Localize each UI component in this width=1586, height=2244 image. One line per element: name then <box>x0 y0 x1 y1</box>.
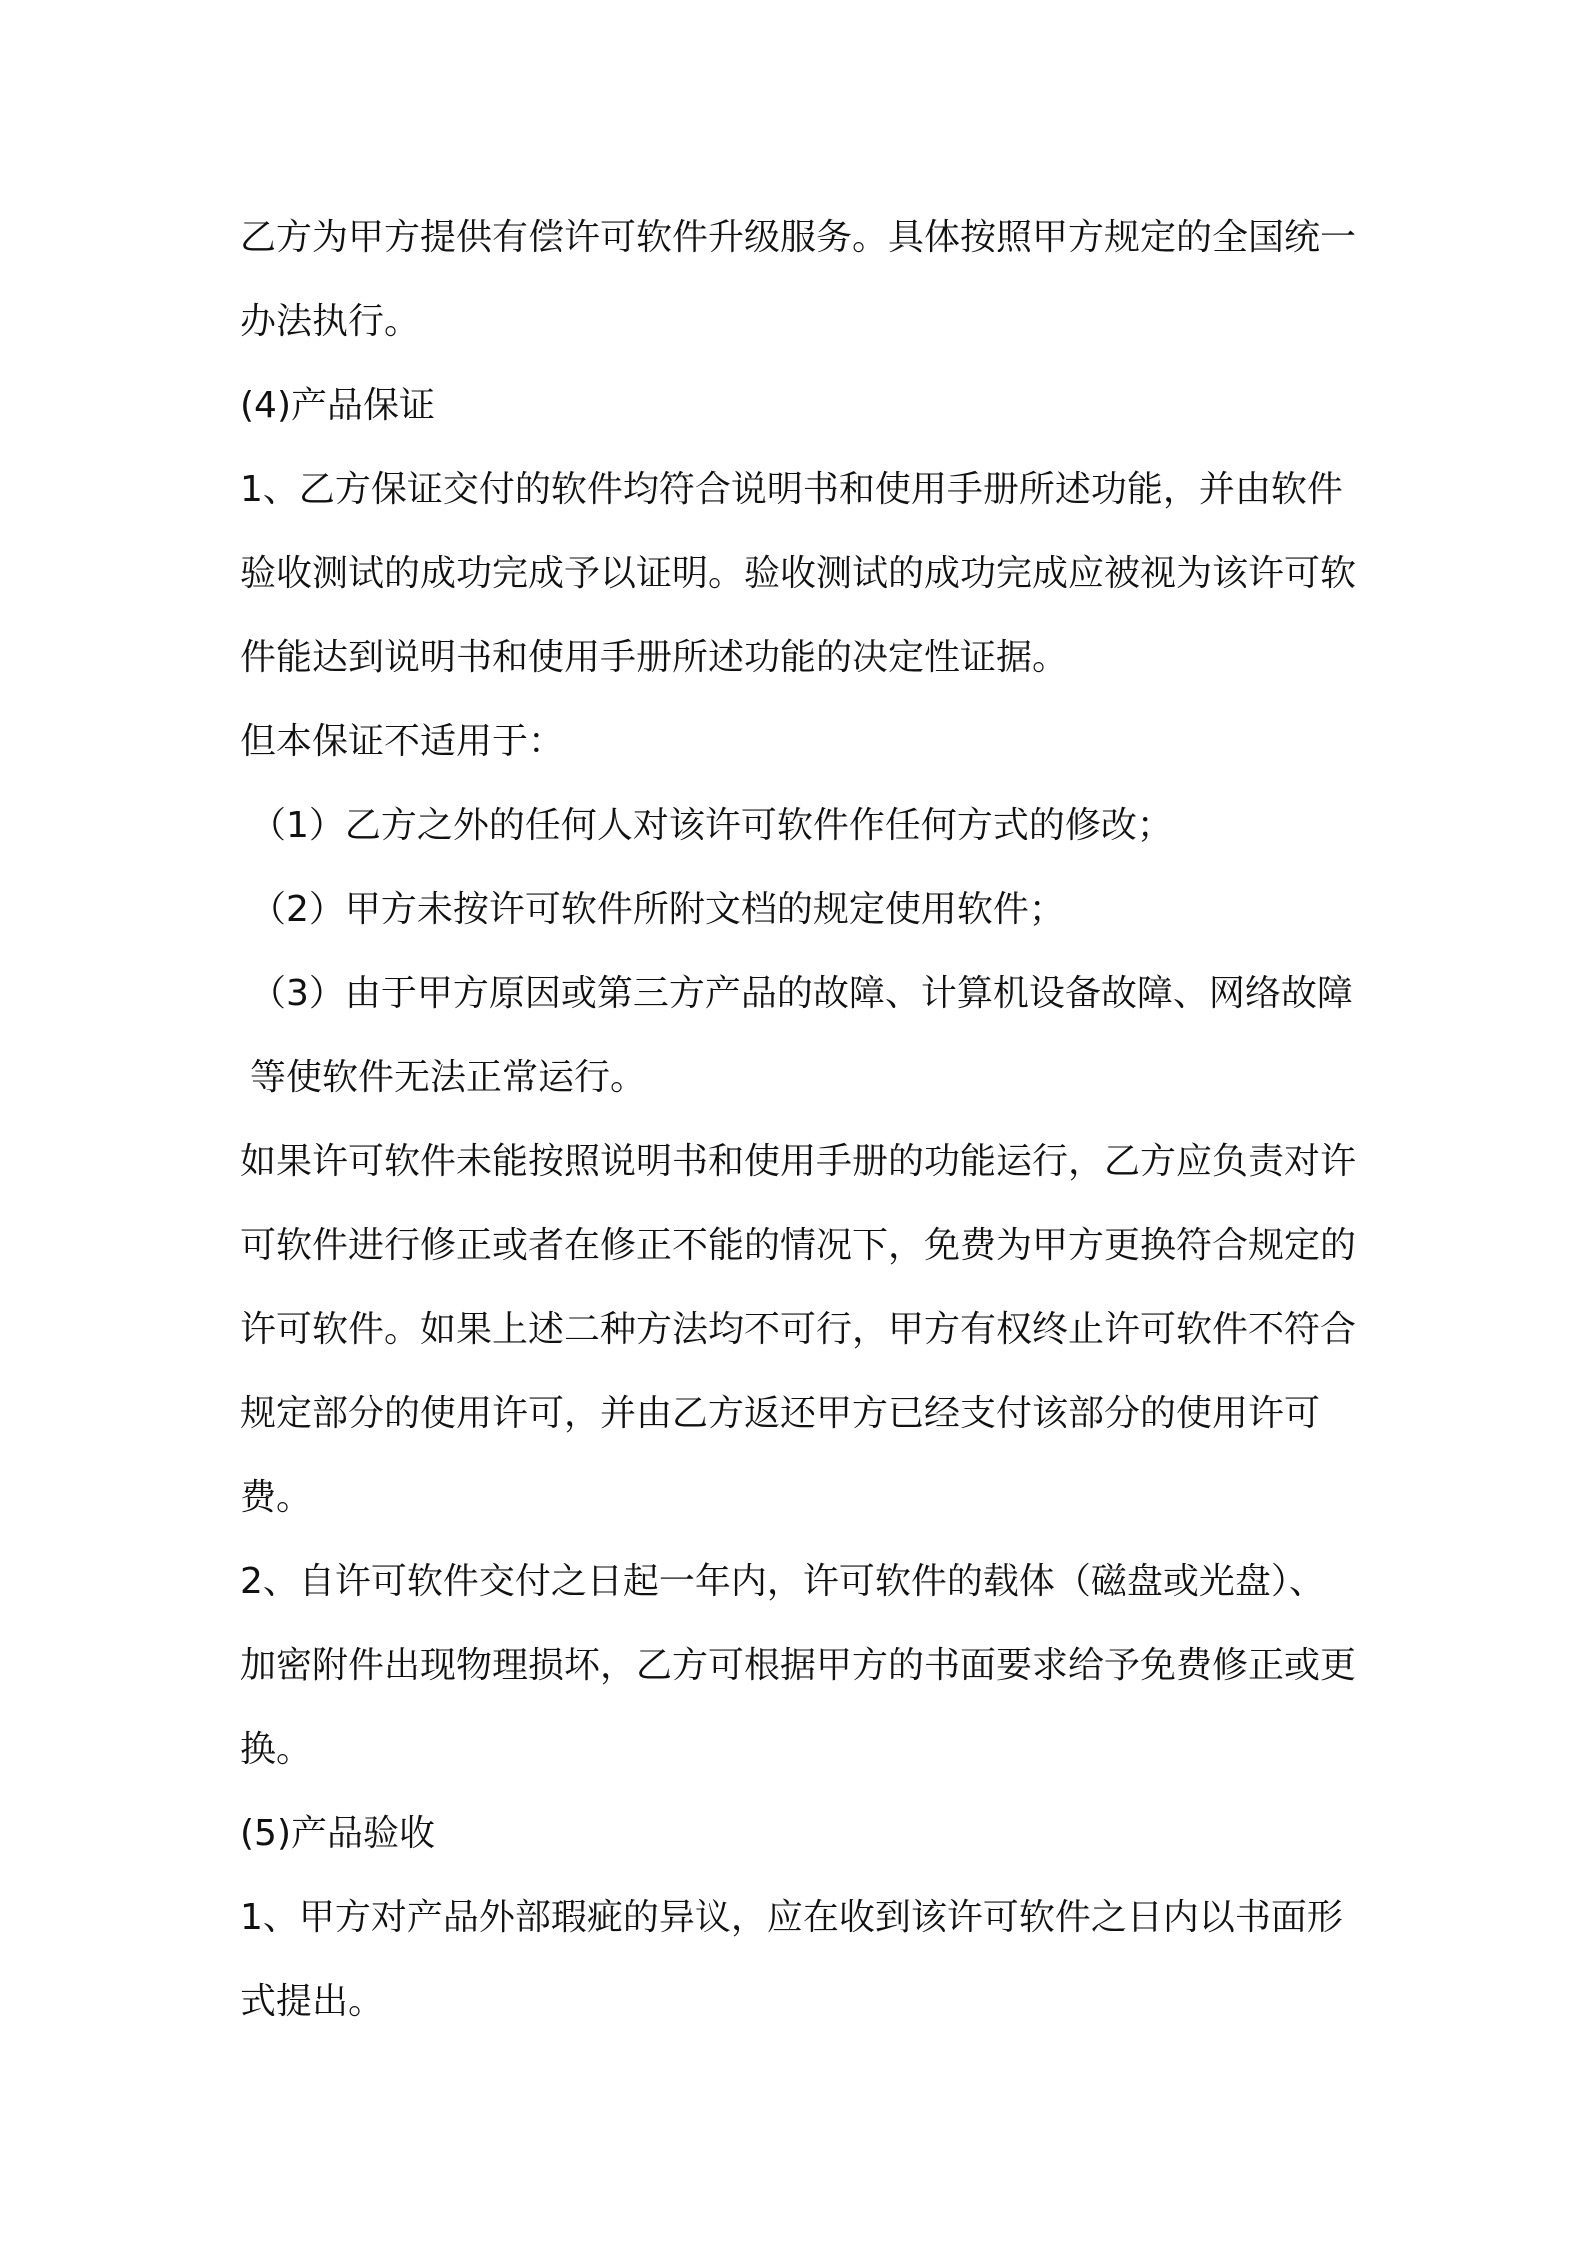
paragraph-upgrade-service: 乙方为甲方提供有偿许可软件升级服务。具体按照甲方规定的全国统一办法执行。 <box>240 217 1357 342</box>
heading-product-warranty: (4)产品保证 <box>240 385 435 426</box>
heading-product-acceptance: (5)产品验收 <box>240 1813 435 1854</box>
paragraph-remedy: 如果许可软件未能按照说明书和使用手册的功能运行，乙方应负责对许可软件进行修正或者在修正不能的情况下，免费为甲方更换符合规定的许可软件。如果上述二种方法均不可行，甲方有权终止许可软件不符合规定部分的使用许可，并由乙方返还甲方已经支付该部分的使用许可费。 <box>240 1141 1357 1518</box>
paragraph-acceptance-clause-1: 1、甲方对产品外部瑕疵的异议，应在收到该许可软件之日内以书面形式提出。 <box>240 1897 1343 2022</box>
document-body <box>240 196 1360 2044</box>
paragraph-exclusion-2: （2）甲方未按许可软件所附文档的规定使用软件； <box>250 889 1065 930</box>
paragraph-warranty-exclusions-intro: 但本保证不适用于： <box>240 721 565 762</box>
paragraph-warranty-clause-1: 1、乙方保证交付的软件均符合说明书和使用手册所述功能，并由软件验收测试的成功完成予以证明。验收测试的成功完成应被视为该许可软件能达到说明书和使用手册所述功能的决定性证据。 <box>240 469 1357 678</box>
paragraph-warranty-clause-2: 2、自许可软件交付之日起一年内，许可软件的载体（磁盘或光盘）、加密附件出现物理损坏，乙方可根据甲方的书面要求给予免费修正或更换。 <box>240 1561 1357 1770</box>
paragraph-exclusion-1: （1）乙方之外的任何人对该许可软件作任何方式的修改； <box>250 805 1173 846</box>
paragraph-exclusion-3: （3）由于甲方原因或第三方产品的故障、计算机设备故障、网络故障等使软件无法正常运行。 <box>250 973 1353 1098</box>
